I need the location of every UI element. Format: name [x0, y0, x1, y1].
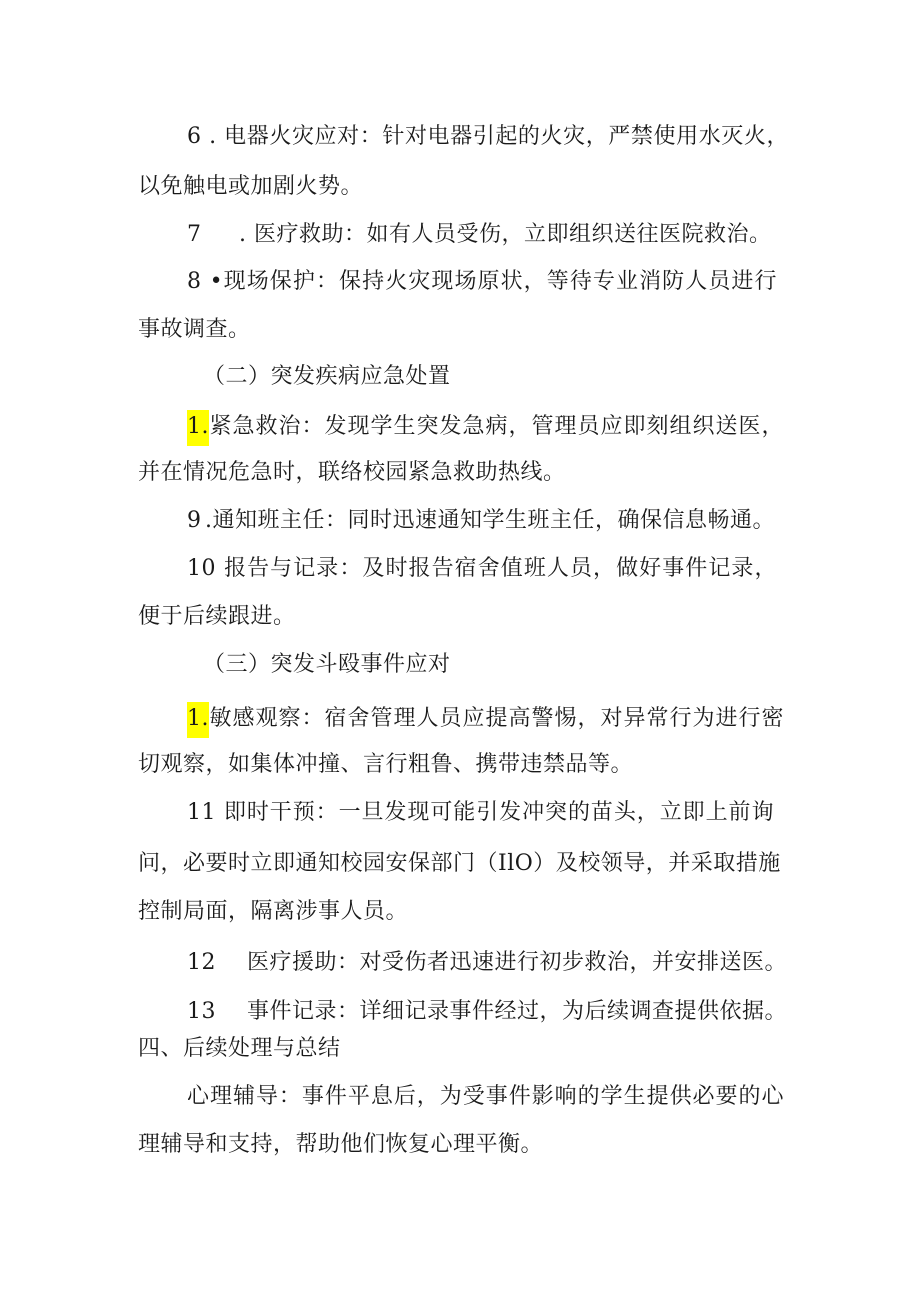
- item-8-number: 8: [187, 269, 202, 294]
- item-6-line-1: [187, 122, 789, 152]
- section-2-item-1-text-cont: 并在情况危急时，联络校园紧急救助热线。: [138, 460, 566, 485]
- section-2-item-1-text: 紧急救治：发现学生突发急病，管理员应即刻组织送医，: [209, 414, 784, 439]
- item-12-number: 12: [187, 950, 216, 975]
- section-3-item-1-line-2: [138, 750, 633, 780]
- item-8-text-cont: 事故调查。: [138, 317, 251, 342]
- item-12-text: 医疗援助：对受伤者迅速进行初步救治，并安排送医。: [247, 950, 788, 975]
- section-2-item-1-line-2: [138, 458, 566, 488]
- section-2-item-1-line-1: [187, 410, 784, 446]
- section-3-item-1-text-cont: 切观察，如集体冲撞、言行粗鲁、携带违禁品等。: [138, 752, 634, 777]
- item-8-line-2: [138, 315, 251, 345]
- item-10-line-1: [187, 554, 777, 584]
- item-8-text: •现场保护：保持火灾现场原状，等待专业消防人员进行: [209, 269, 777, 294]
- item-13-number: 13: [187, 999, 216, 1024]
- item-13: [187, 997, 787, 1027]
- section-4-heading: [138, 1034, 341, 1064]
- item-9: [187, 506, 775, 536]
- item-13-text: 事件记录：详细记录事件经过，为后续调查提供依据。: [247, 999, 788, 1024]
- item-8-line-1: [187, 267, 777, 297]
- item-6-line-2: [138, 172, 363, 202]
- final-paragraph-line-2: [138, 1130, 543, 1160]
- item-10-line-2: [138, 602, 296, 632]
- item-6-number: 6: [187, 124, 202, 149]
- section-2-title: [203, 362, 451, 392]
- item-7-text: . 医疗救助：如有人员受伤，立即组织送往医院救治。: [239, 222, 772, 247]
- item-11-line-2: [138, 849, 781, 879]
- section-3-item-1-line-1: [187, 702, 784, 738]
- section-3-title: [203, 650, 451, 680]
- item-6-text: . 电器火灾应对：针对电器引起的火灾，严禁使用水灭火，: [209, 124, 789, 149]
- item-11-text-cont-1: 问，必要时立即通知校园安保部门（IlO）及校领导，并采取措施: [138, 851, 781, 876]
- section-4-heading-text: 四、后续处理与总结: [138, 1036, 341, 1061]
- item-11-line-1: [187, 798, 774, 828]
- item-6-text-cont: 以免触电或加剧火势。: [138, 174, 364, 199]
- item-10-number: 10: [187, 556, 216, 581]
- item-7: [187, 220, 772, 250]
- final-paragraph-text-cont: 理辅导和支持，帮助他们恢复心理平衡。: [138, 1132, 544, 1157]
- section-3-title-text: （三）突发斗殴事件应对: [203, 652, 451, 677]
- item-11-text: 即时干预：一旦发现可能引发冲突的苗头，立即上前询: [223, 800, 774, 825]
- section-2-item-1-number: 1.: [187, 410, 209, 446]
- section-2-title-text: （二）突发疾病应急处置: [203, 364, 451, 389]
- item-10-text-cont: 便于后续跟进。: [138, 604, 296, 629]
- item-7-number: 7: [187, 222, 202, 247]
- item-9-text: .通知班主任：同时迅速通知学生班主任，确保信息畅通。: [205, 508, 775, 533]
- item-12: [187, 948, 787, 978]
- section-3-item-1-number: 1.: [187, 702, 209, 738]
- item-11-number: 11: [187, 800, 216, 825]
- item-9-number: 9: [187, 508, 202, 533]
- item-10-text: 报告与记录：及时报告宿舍值班人员，做好事件记录，: [224, 556, 777, 581]
- item-11-text-cont-2: 控制局面，隔离涉事人员。: [138, 899, 409, 924]
- final-paragraph-text: 心理辅导：事件平息后，为受事件影响的学生提供必要的心: [187, 1084, 784, 1109]
- item-11-line-3: [138, 897, 408, 927]
- section-3-item-1-text: 敏感观察：宿舍管理人员应提高警惕，对异常行为进行密: [209, 706, 784, 731]
- final-paragraph-line-1: [187, 1082, 784, 1112]
